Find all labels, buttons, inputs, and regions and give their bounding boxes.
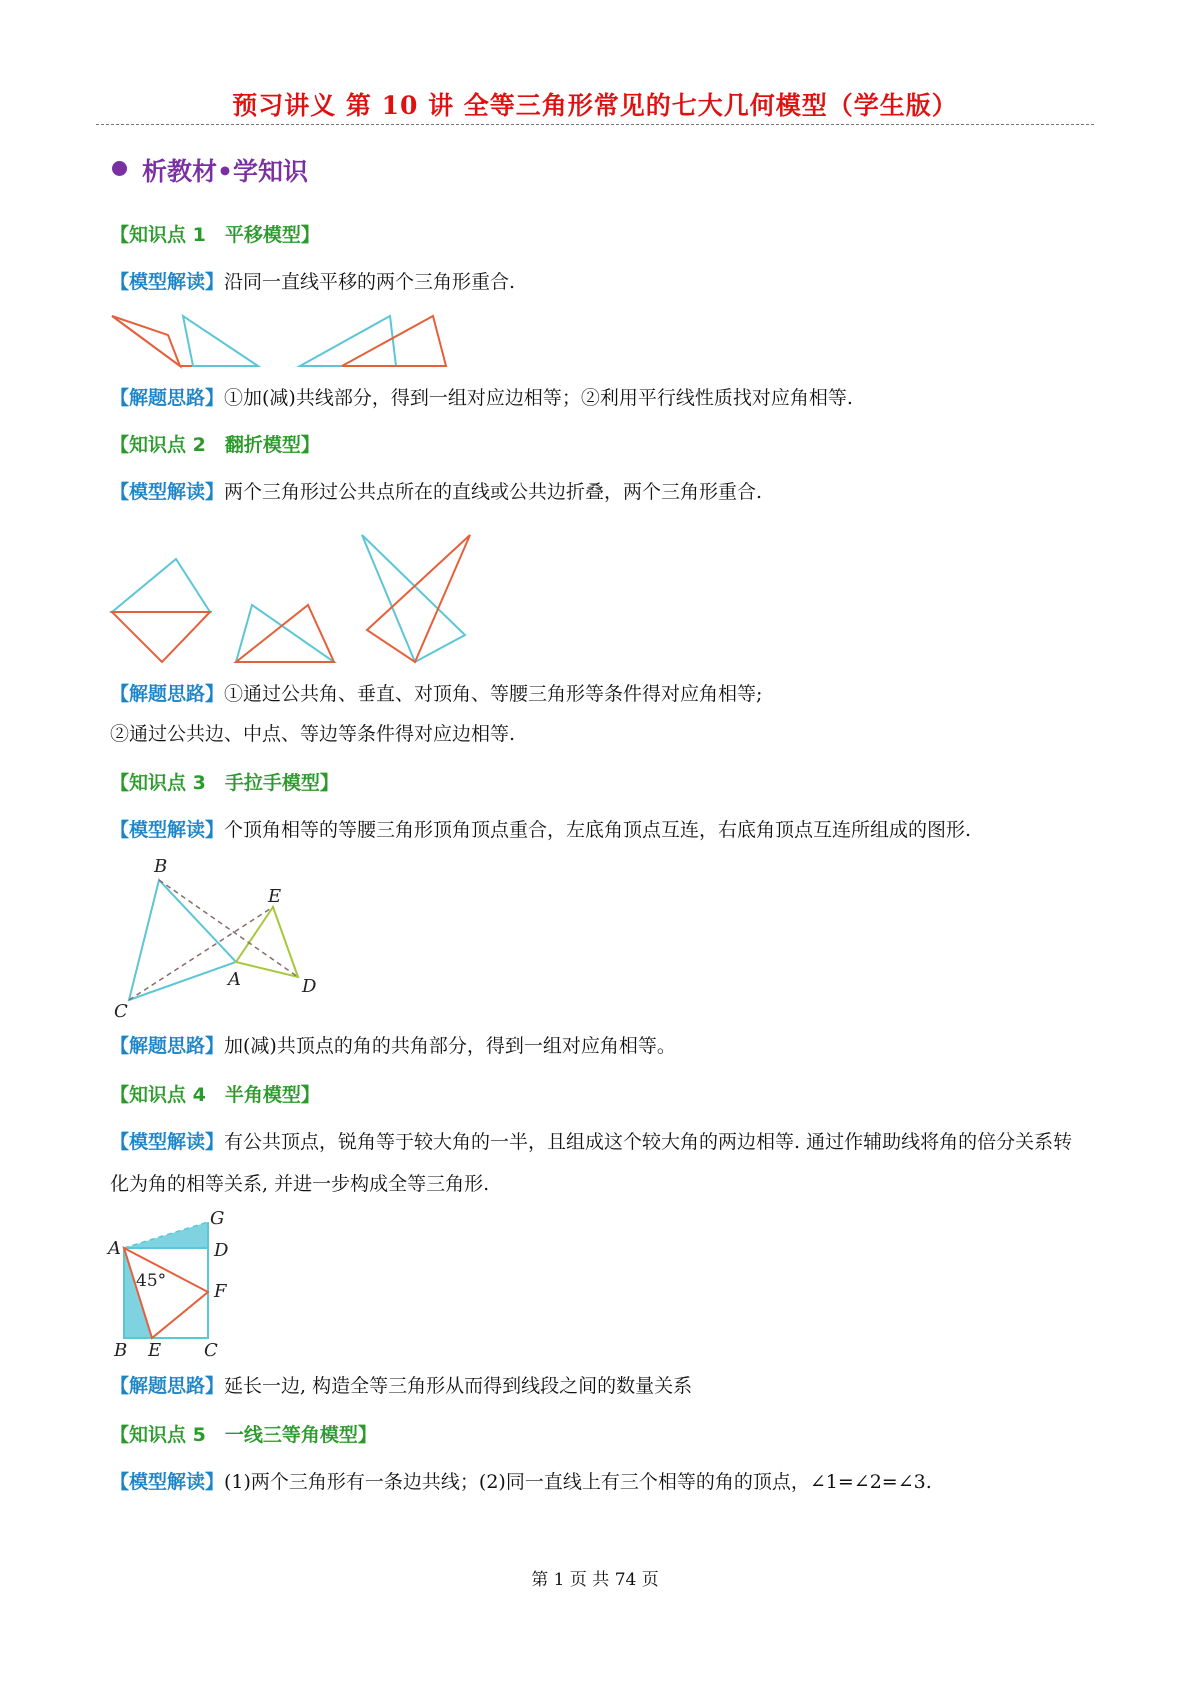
kp2-reading-text: 两个三角形过公共点所在的直线或公共边折叠，两个三角形重合. [224, 481, 763, 503]
kp4-reading [110, 1121, 1090, 1205]
kp3-label-B: B [154, 856, 168, 877]
kp1-left-triangle-orange [112, 316, 180, 366]
kp4-label-G: G [210, 1208, 225, 1229]
kp1-hint [110, 384, 853, 412]
kp3-label-E: E [268, 886, 282, 907]
kp4-angle-label: 45° [136, 1271, 167, 1291]
kp4-hint [110, 1372, 692, 1400]
kp3-heading: 【知识点 3 手拉手模型】 [110, 772, 339, 794]
kp2-hint [110, 680, 762, 708]
kp2-hint-tag: 【解题思路】 [110, 683, 225, 705]
kp3-label-D: D [302, 976, 317, 997]
title-divider [96, 124, 1094, 125]
kp4-label-C: C [204, 1340, 218, 1361]
kp3-label-C: C [114, 1001, 128, 1022]
kp4-reading-tag: 【模型解读】 [110, 1131, 225, 1153]
kp4-label-F: F [214, 1281, 227, 1302]
kp1-reading [110, 268, 515, 296]
kp5-reading-tag: 【模型解读】 [110, 1471, 225, 1493]
kp4-label-A: A [108, 1238, 121, 1259]
kp2-hint-line2: ②通过公共边、中点、等边等条件得对应边相等. [110, 723, 516, 745]
kp3-hint-tag: 【解题思路】 [110, 1035, 225, 1057]
kp2-heading: 【知识点 2 翻折模型】 [110, 434, 320, 456]
kp3-reading [110, 816, 971, 844]
kp1-heading: 【知识点 1 平移模型】 [110, 224, 320, 246]
kp1-left-triangle-cyan [183, 316, 258, 366]
kp3-label-A: A [228, 969, 241, 990]
kp3-reading-text: 个顶角相等的等腰三角形顶角顶点重合，左底角顶点互连，右底角顶点互连所组成的图形. [224, 819, 972, 841]
bullet-dot-icon [112, 161, 127, 176]
page-footer: 第 1 页 共 74 页 [531, 1570, 659, 1590]
kp4-reading-text: 有公共顶点，锐角等于较大角的一半，且组成这个较大角的两边相等. 通过作辅助线将角的倍分关系转化为角的相等关系, 并进一步构成全等三角形. [110, 1131, 1073, 1195]
kp1-right-triangle-cyan [300, 316, 396, 366]
kp2-hint-text: ①通过公共角、垂直、对顶角、等腰三角形等条件得对应角相等; [224, 683, 763, 705]
section-title: 析教材•学知识 [142, 157, 308, 186]
kp3-hint-text: 加(减)共顶点的角的共角部分，得到一组对应角相等。 [224, 1035, 676, 1057]
kp1-hint-text: ①加(减)共线部分，得到一组对应边相等；②利用平行线性质找对应角相等. [224, 387, 853, 409]
kp5-reading [110, 1468, 932, 1496]
kp1-reading-text: 沿同一直线平移的两个三角形重合. [224, 271, 516, 293]
kp2-reading [110, 478, 762, 506]
kp4-label-B: B [114, 1340, 128, 1361]
document-title: 预习讲义 第 10 讲 全等三角形常见的七大几何模型（学生版） [232, 91, 958, 120]
kp1-reading-tag: 【模型解读】 [110, 271, 225, 293]
kp4-label-E: E [148, 1340, 162, 1361]
kp5-heading: 【知识点 5 一线三等角模型】 [110, 1424, 377, 1446]
kp4-label-D: D [214, 1240, 229, 1261]
kp1-hint-tag: 【解题思路】 [110, 387, 225, 409]
kp3-reading-tag: 【模型解读】 [110, 819, 225, 841]
kp4-hint-tag: 【解题思路】 [110, 1375, 225, 1397]
kp2-reading-tag: 【模型解读】 [110, 481, 225, 503]
kp3-hint [110, 1032, 676, 1060]
kp4-hint-text: 延长一边, 构造全等三角形从而得到线段之间的数量关系 [224, 1375, 693, 1397]
kp5-reading-text: (1)两个三角形有一条边共线；(2)同一直线上有三个相等的角的顶点，∠1=∠2=∠3. [224, 1471, 932, 1493]
kp4-heading: 【知识点 4 半角模型】 [110, 1084, 320, 1106]
